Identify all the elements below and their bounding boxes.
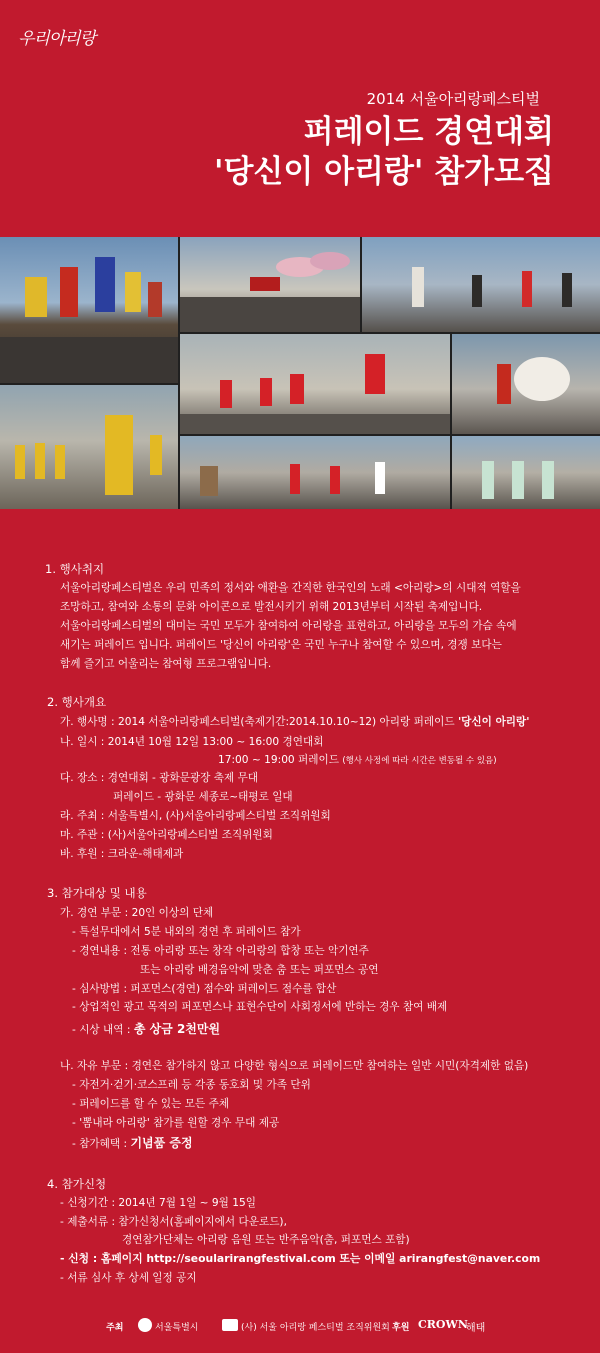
section3-na-1: - 자전거·걷기·코스프레 등 각종 동호회 및 가족 단위 <box>72 1079 311 1091</box>
section2-item-ra: 라. 주최 : 서울특별시, (사)서울아리랑페스티벌 조직위원회 <box>60 810 331 822</box>
section3-na-2: - 퍼레이드를 할 수 있는 모든 주체 <box>72 1098 230 1110</box>
section3-na-title: 나. 자유 부문 : 경연은 참가하지 않고 다양한 형식으로 퍼레이드만 참여하는 일반 시민(자격제한 없음) <box>60 1060 529 1072</box>
event-name-bold: '당신이 아리랑' <box>457 716 530 728</box>
photo-hanbok-parade <box>452 436 600 509</box>
section2-item-ga <box>60 714 530 729</box>
section2-item-na2 <box>218 752 497 767</box>
section3-ga-3: - 심사방법 : 퍼포먼스(경연) 점수와 퍼레이드 점수를 합산 <box>72 983 337 995</box>
section4-line-2: - 제출서류 : 참가신청서(홈페이지에서 다운로드), <box>60 1216 287 1228</box>
section3-ga-2: - 경연내용 : 전통 아리랑 또는 창작 아리랑의 합창 또는 악기연주 <box>72 945 369 957</box>
time-change-note: (행사 사정에 따라 시간은 변동될 수 있음) <box>342 756 497 766</box>
prize-value: 총 상금 2천만원 <box>133 1022 221 1036</box>
drummers-illustration <box>0 385 178 509</box>
benefit-label: - 참가혜택 : <box>72 1138 128 1150</box>
host-label: 주최 <box>106 1323 124 1333</box>
umbrellas-illustration <box>180 237 360 332</box>
sponsor-label: 후원 <box>392 1323 410 1333</box>
section2-item-na1: 나. 일시 : 2014년 10월 12일 13:00 ~ 16:00 경연대회 <box>60 736 324 748</box>
section3-ga-1: - 특설무대에서 5분 내외의 경연 후 퍼레이드 참가 <box>72 926 301 938</box>
photo-flags <box>0 237 178 383</box>
section3-ga-title: 가. 경연 부문 : 20인 이상의 단체 <box>60 907 214 919</box>
photo-drummers <box>0 385 178 509</box>
section3-ga-4: - 상업적인 광고 목적의 퍼포먼스나 표현수단이 사회정서에 반하는 경우 참여 배제 <box>72 1001 448 1013</box>
flags-illustration <box>0 237 178 383</box>
section2-item-da1: 다. 장소 : 경연대회 - 광화문광장 축제 무대 <box>60 772 259 784</box>
photo-dancers-right <box>362 237 600 332</box>
photo-crowd-street <box>180 436 450 509</box>
host-seoul: 서울특별시 <box>155 1323 199 1333</box>
section1-line-2: 조망하고, 참여와 소통의 문화 아이콘으로 발전시키기 위해 2013년부터 시작된 축제입니다. <box>60 601 483 613</box>
section3-ga-5 <box>72 1020 220 1037</box>
section4-line-1: - 신청기간 : 2014년 7월 1일 ~ 9월 15일 <box>60 1197 256 1209</box>
section2-heading: 2. 행사개요 <box>47 695 107 709</box>
prize-label: - 시상 내역 : <box>72 1024 131 1036</box>
photo-lion-dance <box>452 334 600 434</box>
dancers-illustration <box>362 237 600 332</box>
section2-item-ma: 마. 주관 : (사)서울아리랑페스티벌 조직위원회 <box>60 829 273 841</box>
parade-time: 17:00 ~ 19:00 퍼레이드 <box>218 754 339 766</box>
event-name: 가. 행사명 : 2014 서울아리랑페스티벌(축제기간:2014.10.10~12) 아리랑 퍼레이드 <box>60 716 455 728</box>
title-line-1: 퍼레이드 경연대회 <box>303 114 554 150</box>
festival-org-logo-icon <box>222 1319 238 1331</box>
section3-na-4 <box>72 1134 193 1151</box>
hanbok-illustration <box>452 436 600 509</box>
section1-line-5: 함께 즐기고 어울리는 참여형 프로그램입니다. <box>60 658 272 670</box>
section4-line-3: 경연참가단체는 아리랑 음원 또는 반주음악(춤, 퍼포먼스 포함) <box>122 1234 410 1246</box>
poster-title <box>214 112 554 192</box>
sponsor-haitai: 해태 <box>466 1323 486 1334</box>
section1-line-4: 새기는 퍼레이드 입니다. 퍼레이드 '당신이 아리랑'은 국민 누구나 참여할 수 있으며, 경쟁 보다는 <box>60 639 502 651</box>
parade-photo-collage <box>0 237 600 509</box>
seoul-logo-icon <box>138 1318 152 1332</box>
section2-item-da2: 퍼레이드 - 광화문 세종로~태평로 일대 <box>113 791 293 803</box>
footer-sponsors <box>0 1318 600 1338</box>
red-dancers-illustration <box>180 334 450 434</box>
section4-line-4: - 신청 : 홈페이지 http://seoularirangfestival.com 또는 이메일 arirangfest@naver.com <box>60 1252 541 1265</box>
benefit-value: 기념품 증정 <box>130 1136 193 1150</box>
photo-red-dancers <box>180 334 450 434</box>
poster-subtitle: 2014 서울아리랑페스티벌 <box>366 90 540 108</box>
section4-line-5: - 서류 심사 후 상세 일정 공지 <box>60 1272 197 1284</box>
lion-dance-illustration <box>452 334 600 434</box>
host-org: (사) 서울 아리랑 페스티벌 조직위원회 <box>241 1323 390 1333</box>
festival-logo: 우리아리랑 <box>18 29 96 49</box>
section1-line-3: 서울아리랑페스티벌의 대미는 국민 모두가 참여하여 아리랑을 표현하고, 아리랑을 모두의 가슴 속에 <box>60 620 517 632</box>
section2-item-ba: 바. 후원 : 크라운-해태제과 <box>60 848 184 860</box>
photo-umbrellas <box>180 237 360 332</box>
sponsor-crown: CROWN <box>418 1318 468 1331</box>
section1-line-1: 서울아리랑페스티벌은 우리 민족의 정서와 애환을 간직한 한국인의 노래 <아리랑>의 시대적 역할을 <box>60 582 521 594</box>
title-line-2: '당신이 아리랑' 참가모집 <box>213 154 554 190</box>
crowd-illustration <box>180 436 450 509</box>
section1-heading: 1. 행사취지 <box>45 562 105 576</box>
section3-ga-2b: 또는 아리랑 배경음악에 맞춘 춤 또는 퍼포먼스 공연 <box>140 964 379 976</box>
section3-na-3: - '뽐내라 아리랑' 참가를 원할 경우 무대 제공 <box>72 1117 280 1129</box>
section3-heading: 3. 참가대상 및 내용 <box>47 886 147 900</box>
section4-heading: 4. 참가신청 <box>47 1177 107 1191</box>
